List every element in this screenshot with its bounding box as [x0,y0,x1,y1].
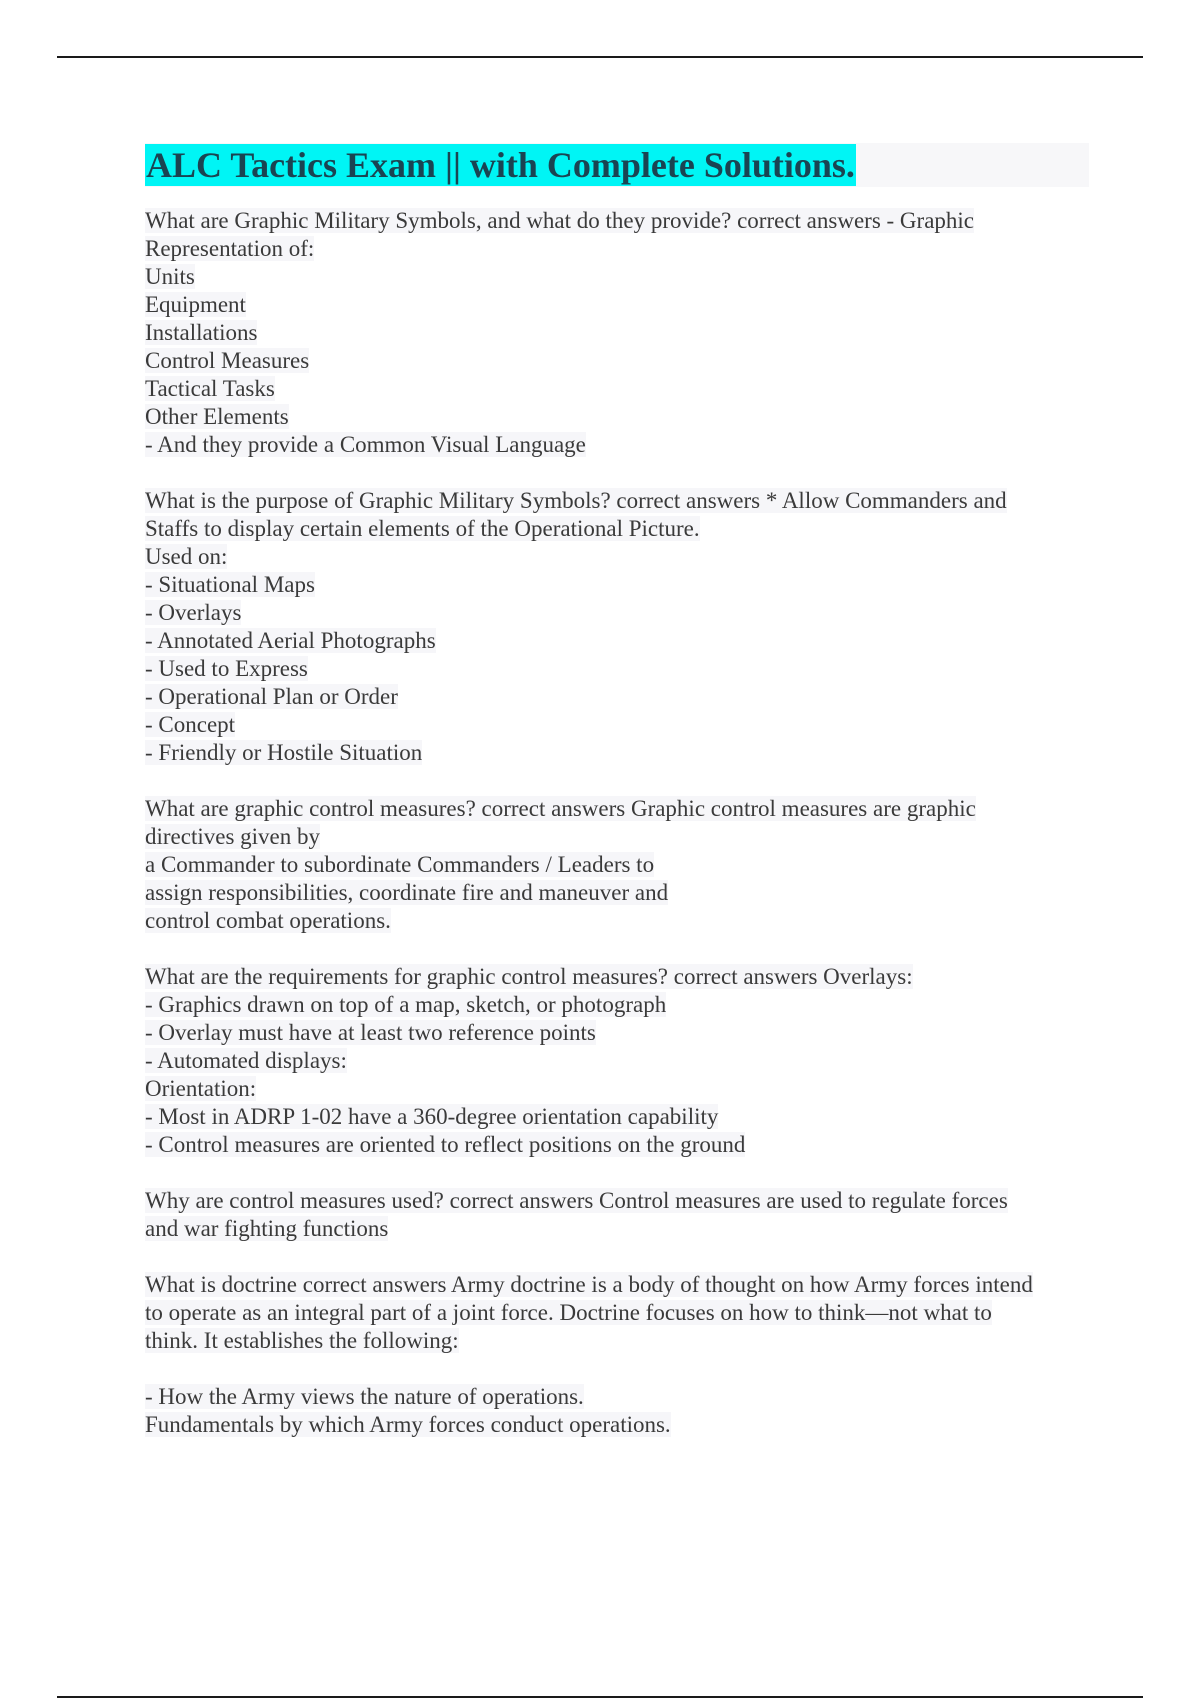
line-text: - Concept [145,712,236,737]
line-text: Units [145,264,195,289]
question-line [145,1271,1089,1299]
question-line [145,487,1089,515]
line-text: Equipment [145,292,246,317]
line-text: Tactical Tasks [145,376,275,401]
question-line [145,207,1089,235]
line-text: - Control measures are oriented to reflect positions on the ground [145,1132,746,1157]
line-text: directives given by [145,824,321,849]
answer-line [145,515,1089,543]
answer-line [145,627,1089,655]
line-text: What are graphic control measures? correct answers Graphic control measures are graphic [145,796,976,821]
answer-line [145,851,1089,879]
top-rule [57,56,1143,58]
line-text: Installations [145,320,258,345]
line-text: Other Elements [145,404,289,429]
answer-line [145,1215,1089,1243]
qa-block [145,1271,1089,1439]
answer-line [145,991,1089,1019]
line-text: - Used to Express [145,656,308,681]
line-text: What is doctrine correct answers Army doctrine is a body of thought on how Army forces intend [145,1272,1033,1297]
document-body [145,143,1089,1467]
line-text: - Automated displays: [145,1048,347,1073]
line-text: - Overlays [145,600,242,625]
answer-line [145,319,1089,347]
answer-line [145,431,1089,459]
answer-line [145,907,1089,935]
answer-line [145,1047,1089,1075]
answer-line [145,235,1089,263]
line-text: to operate as an integral part of a joint force. Doctrine focuses on how to think—not what to [145,1300,992,1325]
answer-line [145,403,1089,431]
line-text: Fundamentals by which Army forces conduct operations. [145,1412,671,1437]
line-text: and war fighting functions [145,1216,389,1241]
answer-line [145,543,1089,571]
line-text: - Friendly or Hostile Situation [145,740,423,765]
line-text: control combat operations. [145,908,391,933]
line-text: - Overlay must have at least two reference points [145,1020,596,1045]
bottom-rule [57,1696,1143,1698]
qa-list [145,207,1089,1439]
answer-line [145,1103,1089,1131]
answer-line [145,599,1089,627]
line-text: - How the Army views the nature of operations. [145,1384,584,1409]
answer-line [145,655,1089,683]
line-text: - Operational Plan or Order [145,684,398,709]
title-band [145,143,1089,187]
line-text: What are Graphic Military Symbols, and what do they provide? correct answers - Graphic [145,208,974,233]
qa-block [145,795,1089,935]
answer-line [145,263,1089,291]
qa-block [145,963,1089,1159]
document-title: ALC Tactics Exam || with Complete Solutions. [146,145,855,185]
answer-line [145,571,1089,599]
line-text: Why are control measures used? correct answers Control measures are used to regulate forces [145,1188,1008,1213]
line-text: - Most in ADRP 1-02 have a 360-degree orientation capability [145,1104,719,1129]
line-text: What are the requirements for graphic control measures? correct answers Overlays: [145,964,913,989]
answer-line [145,823,1089,851]
answer-line [145,879,1089,907]
line-text: assign responsibilities, coordinate fire and maneuver and [145,880,669,905]
question-line [145,795,1089,823]
line-text: think. It establishes the following: [145,1328,459,1353]
line-text: - Annotated Aerial Photographs [145,628,436,653]
line-text: - Graphics drawn on top of a map, sketch, or photograph [145,992,667,1017]
qa-block [145,207,1089,459]
answer-line [145,1327,1089,1355]
paragraph-gap [145,1355,1089,1383]
answer-line [145,1019,1089,1047]
line-text: Control Measures [145,348,310,373]
answer-line [145,683,1089,711]
line-text: What is the purpose of Graphic Military Symbols? correct answers * Allow Commanders and [145,488,1007,513]
line-text: Representation of: [145,236,315,261]
answer-line [145,375,1089,403]
answer-line [145,1131,1089,1159]
answer-line [145,347,1089,375]
question-line [145,1187,1089,1215]
line-text: Orientation: [145,1076,257,1101]
answer-line [145,1075,1089,1103]
qa-block [145,487,1089,767]
answer-line [145,1411,1089,1439]
answer-line [145,1299,1089,1327]
line-text: Used on: [145,544,228,569]
answer-line [145,711,1089,739]
line-text: a Commander to subordinate Commanders / Leaders to [145,852,655,877]
line-text: Staffs to display certain elements of the Operational Picture. [145,516,700,541]
answer-line [145,1383,1089,1411]
answer-line [145,291,1089,319]
line-text: - Situational Maps [145,572,315,597]
line-text: - And they provide a Common Visual Language [145,432,586,457]
qa-block [145,1187,1089,1243]
question-line [145,963,1089,991]
answer-line [145,739,1089,767]
